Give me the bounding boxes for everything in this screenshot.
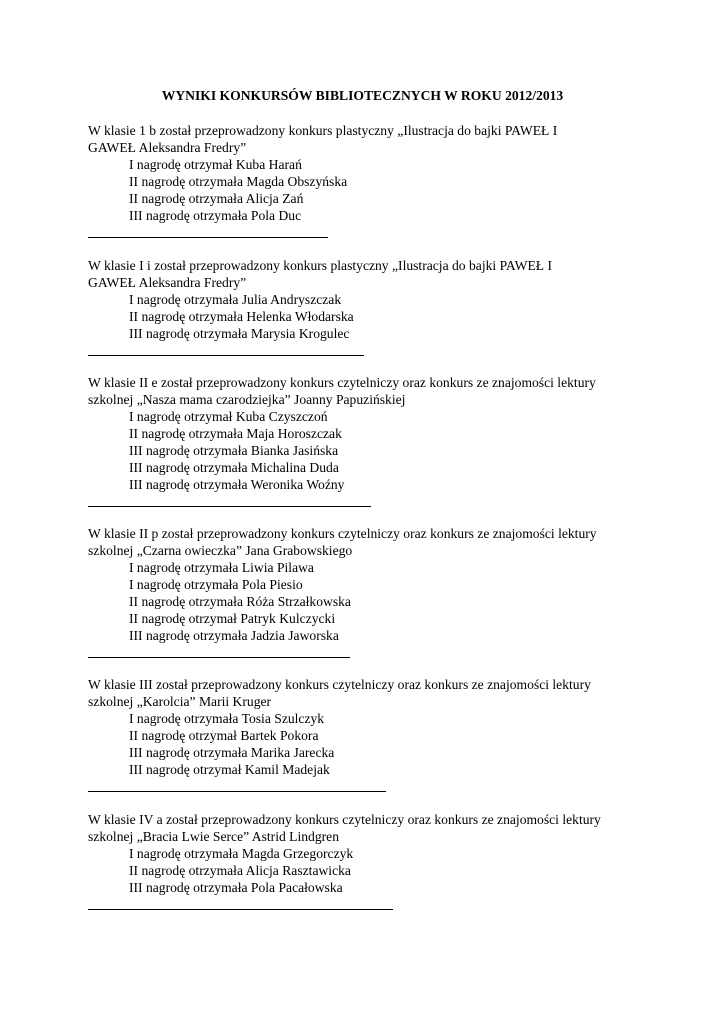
section-divider — [88, 909, 393, 910]
contest-description-line: W klasie II e został przeprowadzony konkurs czytelniczy oraz konkurs ze znajomości lektury — [88, 375, 596, 390]
award-item: III nagrodę otrzymała Marika Jarecka — [129, 745, 335, 760]
contest-section-1i — [88, 257, 688, 356]
contest-section-1b — [88, 122, 688, 238]
contest-description-line: szkolnej „Karolcia” Marii Kruger — [88, 694, 272, 709]
awards-list — [88, 156, 688, 224]
award-item: III nagrodę otrzymał Kamil Madejak — [129, 762, 330, 777]
contest-description-line: GAWEŁ Aleksandra Fredry” — [88, 140, 247, 155]
awards-list — [88, 710, 688, 778]
award-item: I nagrodę otrzymała Pola Piesio — [129, 577, 303, 592]
award-item: II nagrodę otrzymała Magda Obszyńska — [129, 174, 348, 189]
award-item: II nagrodę otrzymała Maja Horoszczak — [129, 426, 342, 441]
award-item: III nagrodę otrzymała Bianka Jasińska — [129, 443, 339, 458]
awards-list — [88, 845, 688, 896]
contest-description-line: GAWEŁ Aleksandra Fredry” — [88, 275, 247, 290]
contest-description-line: W klasie II p został przeprowadzony konkurs czytelniczy oraz konkurs ze znajomości lektury — [88, 526, 597, 541]
award-item: I nagrodę otrzymała Tosia Szulczyk — [129, 711, 325, 726]
contest-description-line: szkolnej „Nasza mama czarodziejka” Joanny Papuzińskiej — [88, 392, 406, 407]
contest-description-line: szkolnej „Bracia Lwie Serce” Astrid Lindgren — [88, 829, 340, 844]
award-item: II nagrodę otrzymała Alicja Zań — [129, 191, 304, 206]
contest-description-line: szkolnej „Czarna owieczka” Jana Grabowskiego — [88, 543, 353, 558]
contest-description-line: W klasie IV a został przeprowadzony konkurs czytelniczy oraz konkurs ze znajomości lektury — [88, 812, 601, 827]
awards-list — [88, 408, 688, 493]
section-divider — [88, 506, 371, 507]
section-divider — [88, 237, 328, 238]
section-divider — [88, 355, 364, 356]
contest-description-line: W klasie 1 b został przeprowadzony konkurs plastyczny „Ilustracja do bajki PAWEŁ I — [88, 123, 558, 138]
award-item: I nagrodę otrzymał Kuba Czyszczoń — [129, 409, 328, 424]
section-divider — [88, 657, 350, 658]
contest-section-2p — [88, 525, 688, 658]
award-item: I nagrodę otrzymał Kuba Harań — [129, 157, 302, 172]
contest-section-4a — [88, 811, 688, 910]
award-item: I nagrodę otrzymała Liwia Pilawa — [129, 560, 314, 575]
award-item: III nagrodę otrzymała Weronika Woźny — [129, 477, 345, 492]
award-item: II nagrodę otrzymała Helenka Włodarska — [129, 309, 354, 324]
awards-list — [88, 291, 688, 342]
contest-section-3 — [88, 676, 688, 792]
awards-list — [88, 559, 688, 644]
contest-description-line: W klasie I i został przeprowadzony konkurs plastyczny „Ilustracja do bajki PAWEŁ I — [88, 258, 552, 273]
award-item: II nagrodę otrzymał Patryk Kulczycki — [129, 611, 336, 626]
award-item: I nagrodę otrzymała Magda Grzegorczyk — [129, 846, 354, 861]
award-item: III nagrodę otrzymała Pola Duc — [129, 208, 302, 223]
award-item: III nagrodę otrzymała Michalina Duda — [129, 460, 339, 475]
award-item: III nagrodę otrzymała Pola Pacałowska — [129, 880, 343, 895]
page-title: WYNIKI KONKURSÓW BIBLIOTECZNYCH W ROKU 2012/2013 — [161, 88, 564, 103]
award-item: III nagrodę otrzymała Jadzia Jaworska — [129, 628, 339, 643]
contest-section-2e — [88, 374, 688, 507]
award-item: II nagrodę otrzymała Alicja Rasztawicka — [129, 863, 351, 878]
award-item: II nagrodę otrzymał Bartek Pokora — [129, 728, 319, 743]
contest-description-line: W klasie III został przeprowadzony konkurs czytelniczy oraz konkurs ze znajomości lektury — [88, 677, 591, 692]
award-item: II nagrodę otrzymała Róża Strzałkowska — [129, 594, 351, 609]
award-item: I nagrodę otrzymała Julia Andryszczak — [129, 292, 342, 307]
award-item: III nagrodę otrzymała Marysia Krogulec — [129, 326, 350, 341]
section-divider — [88, 791, 386, 792]
